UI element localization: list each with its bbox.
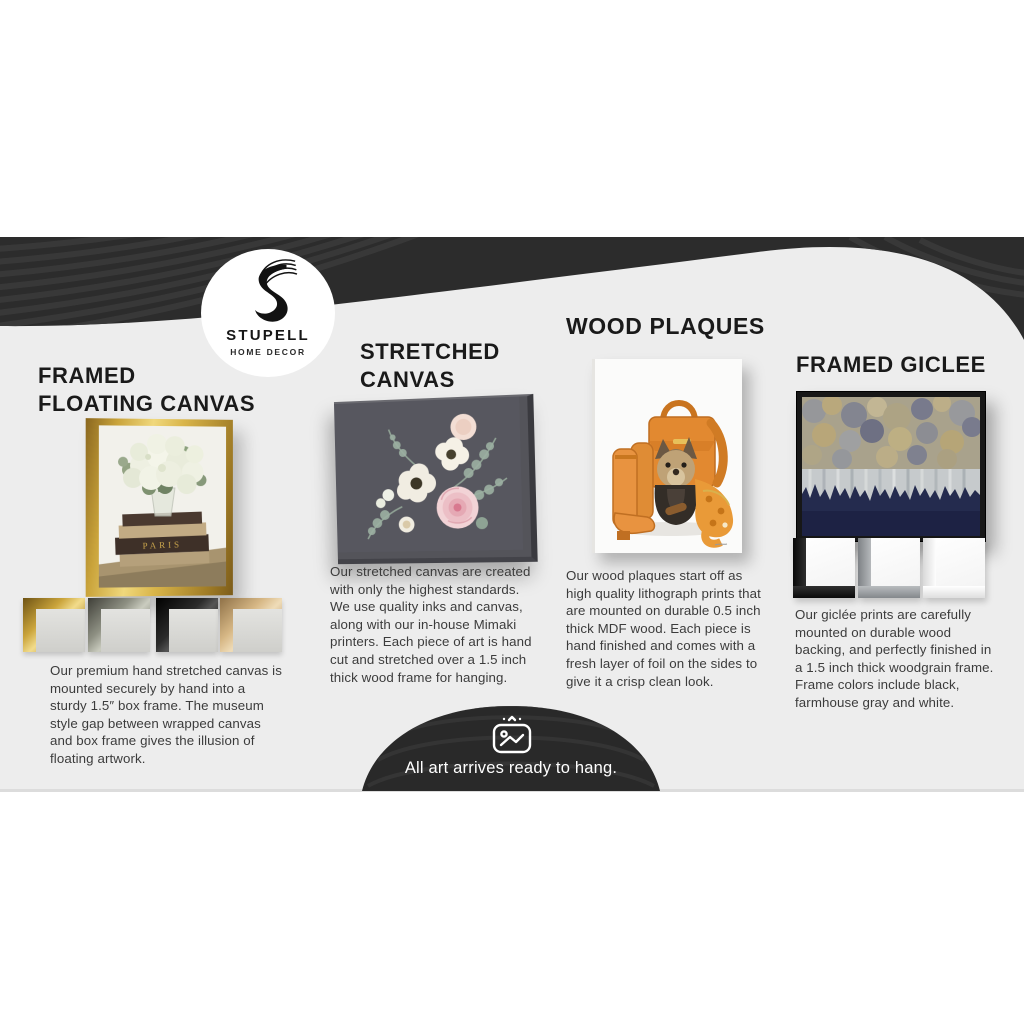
section-title-framed-floating-canvas <box>38 362 255 418</box>
giclee-artwork <box>802 397 980 536</box>
title-line: FLOATING CANVAS <box>38 391 256 416</box>
framed-giclee-product-image <box>796 391 986 542</box>
footer-message: All art arrives ready to hang. <box>404 759 618 777</box>
description-framed-giclee: Our giclée prints are carefully mounted on durable wood backing, and perfectly finished in a 1.5 inch thick woodgrain frame. Frame colors include black, farmhouse gray and white. <box>795 607 994 710</box>
brand-name: STUPELL <box>226 327 310 344</box>
frame-swatch-gold <box>23 598 85 652</box>
section-title-framed-giclee <box>796 351 986 379</box>
description-framed-floating-canvas: Our premium hand stretched canvas is mounted securely by hand into a sturdy 1.5″ box frame. The museum style gap between wrapped canvas and box frame gives the illusion of floating artwork. <box>50 663 282 766</box>
stretched-canvas-product-image <box>334 394 538 564</box>
floating-canvas-product-image <box>86 418 233 597</box>
giclee-swatch-gray <box>858 538 920 598</box>
giclee-swatch-black <box>793 538 855 598</box>
framed-art-icon <box>487 714 537 758</box>
title-line: WOOD PLAQUES <box>566 313 765 339</box>
book-spine-text: PARIS <box>142 539 183 551</box>
orange-boots <box>613 443 654 540</box>
description-wood-plaques: Our wood plaques start off as high quality lithograph prints that are mounted on durable 0.5 inch thick MDF wood. Each piece is hand finished and comes with a fresh layer of foil on the sides to give it a crisp clean look. <box>566 568 761 689</box>
section-title-wood-plaques <box>566 312 765 340</box>
brand-logo <box>201 249 335 377</box>
description-stretched-canvas: Our stretched canvas are created with only the highest standards. We use quality inks and canvas, along with our in-house Mimaki printers. Each piece of art is hand cut and stretched over a 1.5 inch thick wood frame for hanging. <box>330 564 532 685</box>
floating-canvas-artwork <box>99 425 226 587</box>
title-line: CANVAS <box>360 367 455 392</box>
wood-plaque-product-image <box>592 359 742 553</box>
title-line: STRETCHED <box>360 339 500 364</box>
brand-tagline: HOME DECOR <box>230 347 306 357</box>
giclee-swatch-white <box>923 538 985 598</box>
frame-swatch-black <box>156 598 218 652</box>
frame-swatch-champagne <box>220 598 282 652</box>
title-line: FRAMED GICLEE <box>796 352 986 377</box>
frame-swatch-pewter <box>88 598 150 652</box>
title-line: FRAMED <box>38 363 136 388</box>
section-title-stretched-canvas <box>360 338 500 394</box>
stupell-s-swoosh-icon <box>231 255 305 329</box>
